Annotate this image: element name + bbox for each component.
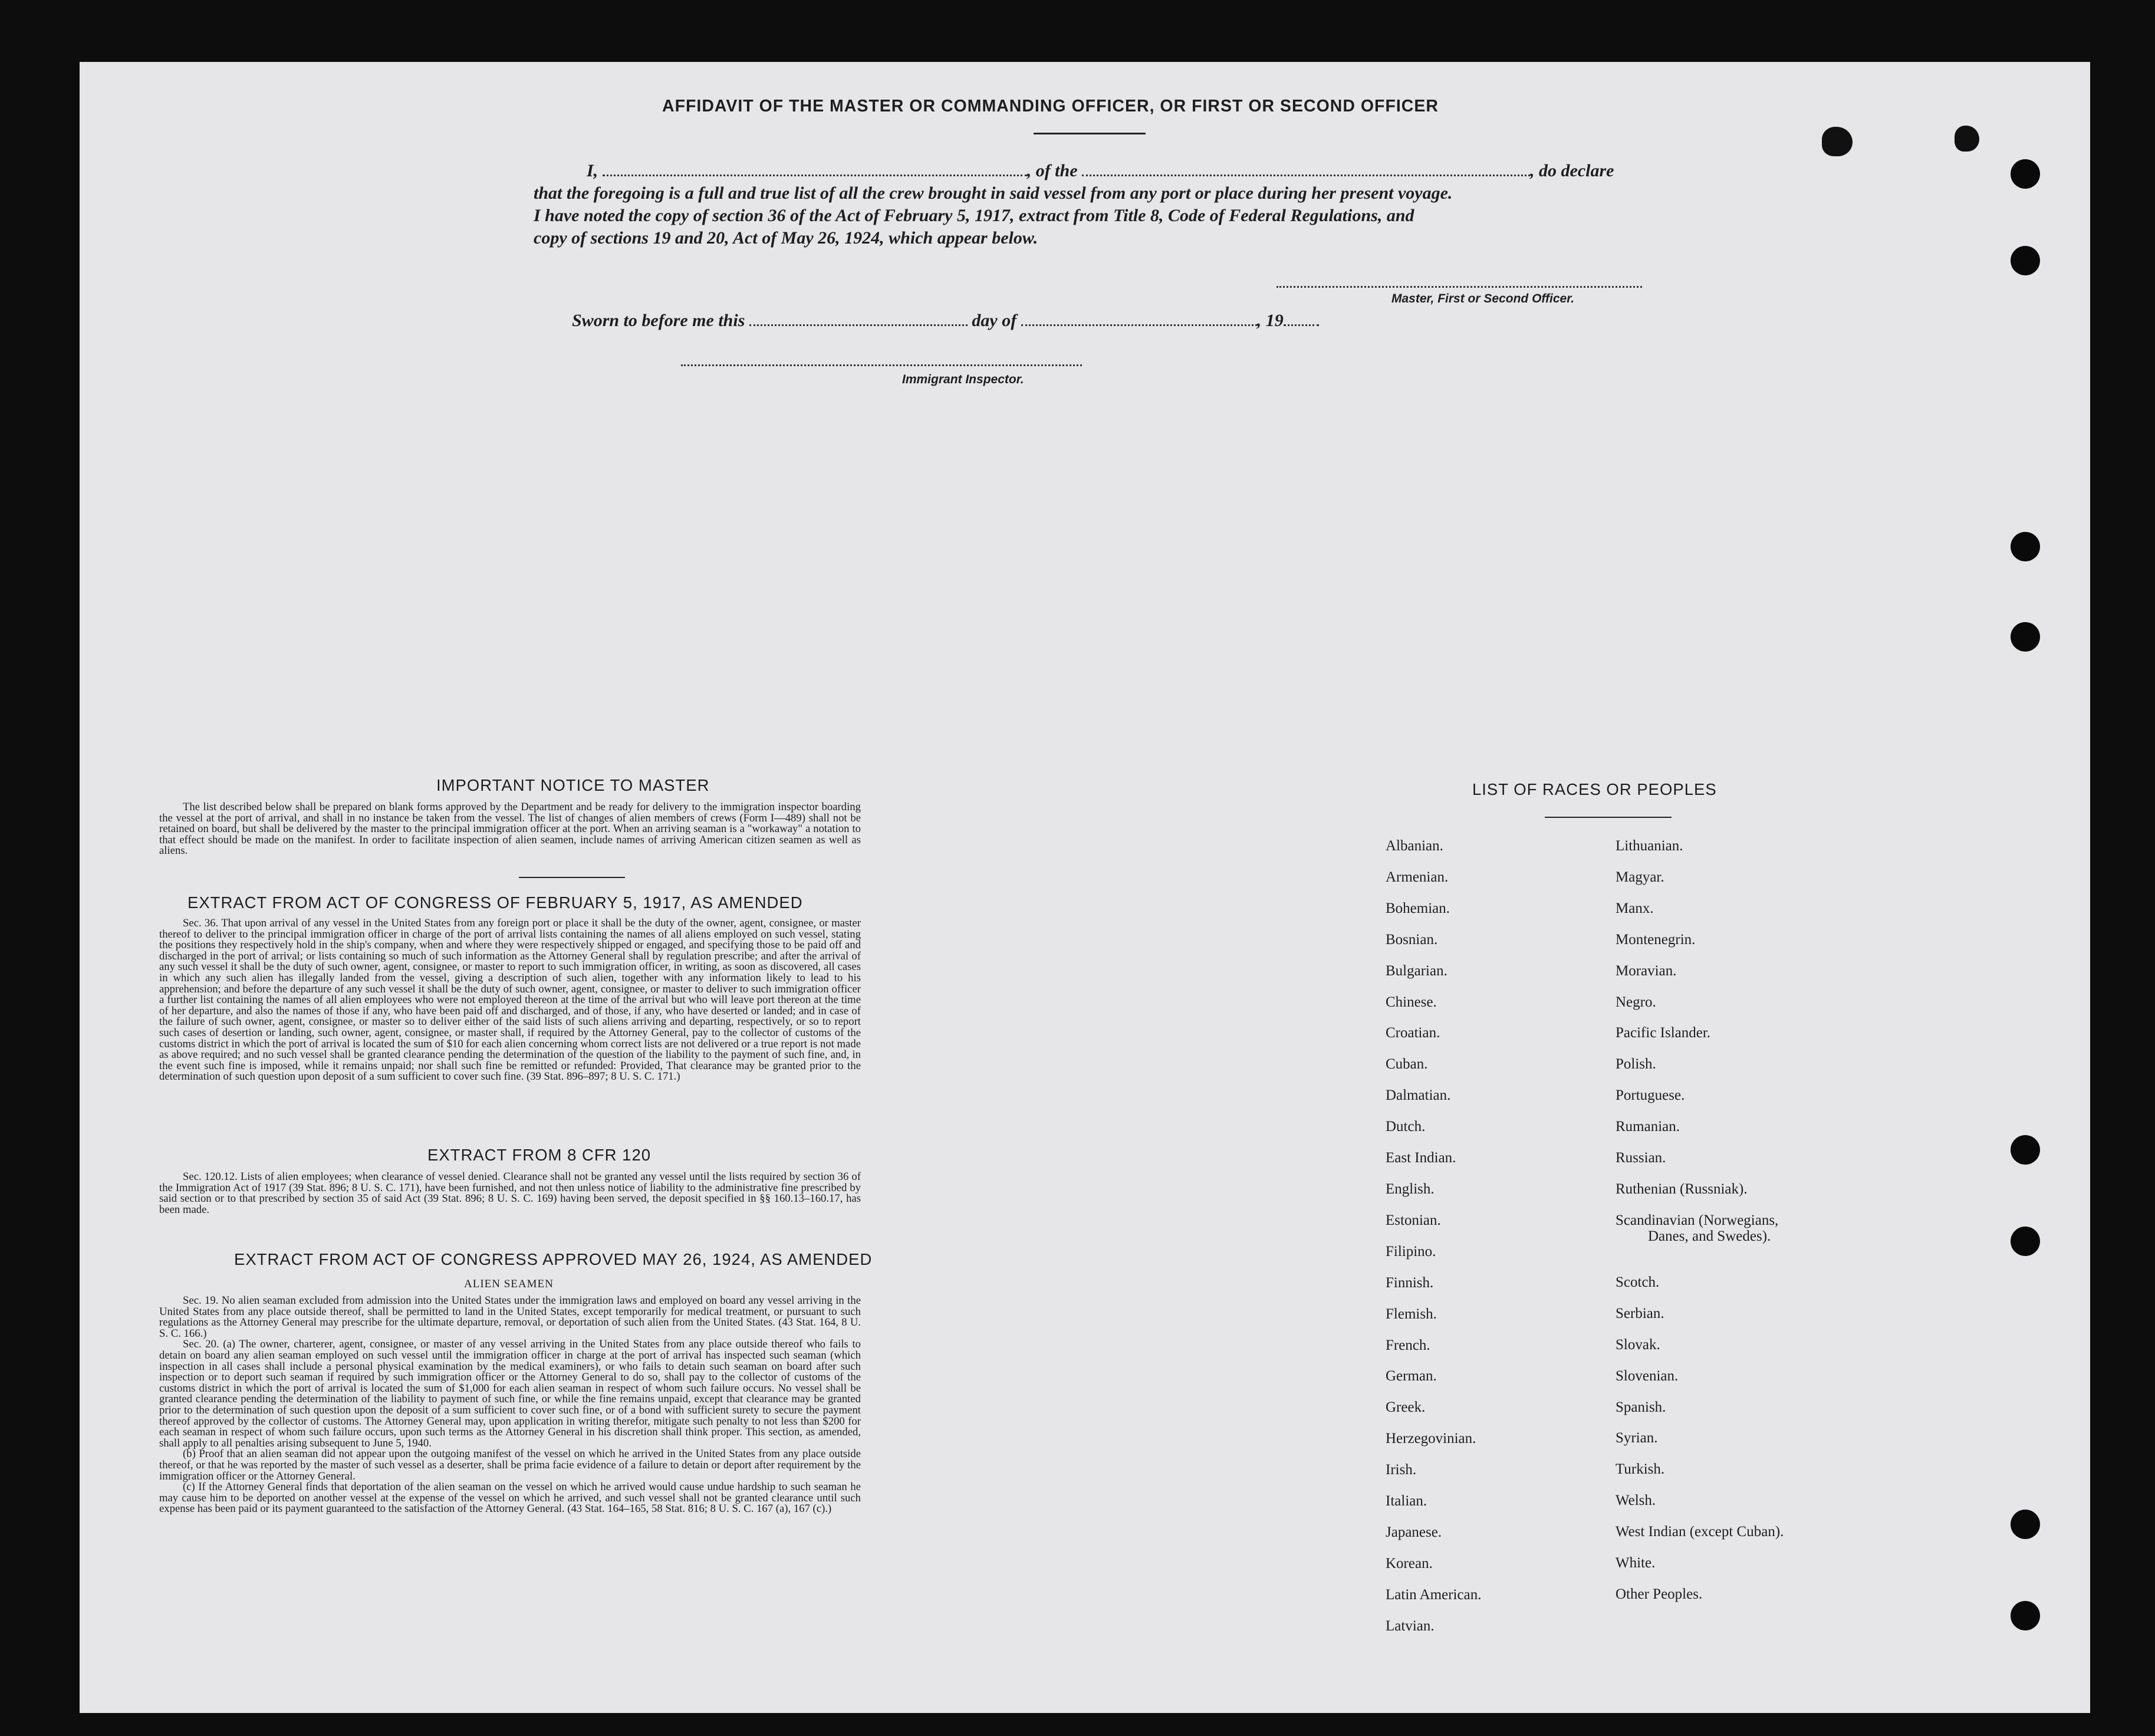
race-item: Irish.: [1386, 1462, 1417, 1478]
affidavit-line-2: that the foregoing is a full and true list of all the crew brought in said vessel from any port or place during her present voyage.: [534, 183, 1453, 203]
sworn-line: Sworn to before me this day of , 19: [572, 311, 1319, 331]
race-item: Greek.: [1386, 1399, 1426, 1416]
race-item: English.: [1386, 1181, 1435, 1197]
race-item: White.: [1616, 1555, 1656, 1571]
race-item: Cuban.: [1386, 1056, 1428, 1073]
race-item: Serbian.: [1616, 1305, 1664, 1321]
ink-blot-icon: [1822, 127, 1853, 156]
punch-hole-icon: [2011, 1601, 2040, 1630]
affidavit-line-1: I, , of the , do declare: [587, 161, 1614, 180]
race-item: Scandinavian (Norwegians, Danes, and Swedes).: [1616, 1212, 1779, 1244]
punch-hole-icon: [2011, 159, 2040, 189]
race-item: East Indian.: [1386, 1150, 1456, 1166]
race-item: Finnish.: [1386, 1274, 1434, 1291]
race-item: Slovenian.: [1616, 1367, 1679, 1384]
title-underline: [1034, 133, 1146, 134]
master-signature-line: [1276, 286, 1642, 288]
race-item: Russian.: [1616, 1150, 1666, 1166]
race-item: Other Peoples.: [1616, 1586, 1703, 1602]
punch-hole-icon: [2011, 246, 2040, 275]
race-item: Bohemian.: [1386, 900, 1450, 916]
punch-hole-icon: [2011, 532, 2040, 561]
ink-blot-icon: [1955, 126, 1979, 152]
race-item: Dalmatian.: [1386, 1087, 1451, 1104]
cfr-title: EXTRACT FROM 8 CFR 120: [427, 1146, 652, 1164]
race-item: Chinese.: [1386, 994, 1437, 1010]
race-item: Flemish.: [1386, 1306, 1437, 1322]
punch-hole-icon: [2011, 1227, 2040, 1256]
race-item: Herzegovinian.: [1386, 1431, 1476, 1447]
race-item: Lithuanian.: [1616, 838, 1683, 854]
race-item: Latin American.: [1386, 1586, 1482, 1603]
notice-divider: [519, 877, 625, 878]
punch-hole-icon: [2011, 1510, 2040, 1539]
punch-hole-icon: [2011, 622, 2040, 652]
extract-1917-title: EXTRACT FROM ACT OF CONGRESS OF FEBRUARY 5, 1917, AS AMENDED: [187, 893, 803, 912]
race-item: French.: [1386, 1337, 1430, 1353]
race-item: German.: [1386, 1368, 1437, 1385]
inspector-caption: Immigrant Inspector.: [902, 373, 1024, 386]
race-item: Portuguese.: [1616, 1087, 1685, 1104]
cfr-body: Sec. 120.12. Lists of alien employees; when clearance of vessel denied. Clearance shall not be granted any vessel until the lists required by section 36 of the Immigration Act of 1917 (39 Stat. 896; 8 U. S. C. 171), have been furnished, and not then unless notice of liability to the administrative fine prescribed by said section or to that prescribed by section 35 of said Act (39 Stat. 896; 8 U. S. C. 169) having been served, the deposit specified in §§ 160.13–160.17, has been made.: [159, 1171, 861, 1216]
extract-1924-subtitle: ALIEN SEAMEN: [464, 1278, 554, 1290]
race-item: Montenegrin.: [1616, 931, 1696, 948]
affidavit-title: AFFIDAVIT OF THE MASTER OR COMMANDING OFFICER, OR FIRST OR SECOND OFFICER: [662, 97, 1439, 116]
race-item: Rumanian.: [1616, 1119, 1680, 1135]
race-item: Ruthenian (Russniak).: [1616, 1181, 1748, 1197]
race-item: Armenian.: [1386, 869, 1449, 885]
race-item: Slovak.: [1616, 1336, 1660, 1353]
race-item: Manx.: [1616, 900, 1654, 916]
notice-title: IMPORTANT NOTICE TO MASTER: [436, 776, 710, 794]
punch-hole-icon: [2011, 1135, 2040, 1165]
race-item: Spanish.: [1616, 1399, 1666, 1415]
race-item: Moravian.: [1616, 962, 1677, 979]
extract-1924-title: EXTRACT FROM ACT OF CONGRESS APPROVED MAY 26, 1924, AS AMENDED: [234, 1250, 873, 1268]
races-title-underline: [1545, 817, 1672, 818]
affidavit-line-4: copy of sections 19 and 20, Act of May 26, 1924, which appear below.: [534, 228, 1038, 248]
race-item: Pacific Islander.: [1616, 1025, 1711, 1041]
race-item: Estonian.: [1386, 1212, 1441, 1228]
race-item: Italian.: [1386, 1493, 1427, 1510]
race-item: Bulgarian.: [1386, 962, 1447, 979]
inspector-signature-line: [681, 364, 1082, 366]
race-item: Turkish.: [1616, 1461, 1665, 1478]
race-item: Syrian.: [1616, 1430, 1658, 1446]
affidavit-line-3: I have noted the copy of section 36 of the Act of February 5, 1917, extract from Title 8, Code of Federal Regulations, and: [534, 206, 1414, 225]
race-item: Magyar.: [1616, 869, 1664, 885]
race-item: Negro.: [1616, 994, 1656, 1010]
race-item: Filipino.: [1386, 1243, 1436, 1260]
extract-1917-body: Sec. 36. That upon arrival of any vessel in the United States from any foreign port or place it shall be the duty of the owner, agent, consignee, or master thereof to deliver to the principal immigration officer in charge of the port of arrival lists containing the names of all aliens employed on such vessel, stating the positions they respectively hold in the ship's company, when and where they were respectively shipped or engaged, and specifying those to be paid off and discharged in the port of arrival; or lists containing so much of such information as the Attorney General shall by regulation prescribe; and after the arrival of any such vessel it shall be the duty of such owner, agent, consignee, or master to report to such immigration officer, in writing, as soon as discovered, all cases in which any such alien has illegally landed from the vessel, giving a description of such alien, together with any information likely to lead to his apprehension; and before the departure of any such vessel it shall be the duty of such owner, agent, consignee, or master to deliver to such immigration officer a further list containing the names of all alien employees who were not employed thereon at the time of the arrival but who will leave port thereon at the time of her departure, and also the names of those if any, who have been paid off and discharged, and of those, if any, who have deserted or landed; and in case of the failure of such owner, agent, consignee, or master so to deliver either of the said lists of such aliens arriving and departing, respectively, or so to report such cases of desertion or landing, such owner, agent, consignee, or master shall, if required by the Attorney General, pay to the collector of customs of the customs district in which the port of arrival is located the sum of $10 for each alien concerning whom correct lists are not delivered or a true report is not made as above required; and no such vessel shall be granted clearance pending the determination of the question of the liability to the payment of such fine, and, in the event such fine is imposed, while it remains unpaid; nor shall such fine be remitted or refunded: Provided, That clearance may be granted prior to the determination of such question upon deposit of a sum sufficient to cover such fine. (39 Stat. 896–897; 8 U. S. C. 171.): [159, 917, 861, 1083]
document-page: [80, 62, 2090, 1713]
notice-body: The list described below shall be prepared on blank forms approved by the Department and be ready for delivery to the immigration inspector boarding the vessel at the port of arrival, and shall in no instance be taken from the vessel. The list of changes of alien members of crews (Form I—489) shall not be retained on board, but shall be delivered by the master to the principal immigration officer at the port. When an arriving seaman is a "workaway" a notation to that effect should be made on the manifest. In order to facilitate inspection of alien seamen, include names of arriving American citizen seamen as well as aliens.: [159, 801, 861, 857]
master-caption: Master, First or Second Officer.: [1391, 292, 1575, 305]
races-left-column: [1386, 831, 1481, 1642]
race-item: Polish.: [1616, 1056, 1656, 1073]
race-item: Croatian.: [1386, 1025, 1440, 1041]
races-right-column: [1616, 831, 1784, 1610]
race-item: Scotch.: [1616, 1274, 1660, 1290]
race-item: West Indian (except Cuban).: [1616, 1524, 1784, 1540]
races-title: LIST OF RACES OR PEOPLES: [1472, 780, 1717, 798]
race-item: Dutch.: [1386, 1119, 1426, 1135]
race-item: Korean.: [1386, 1555, 1433, 1571]
race-item: Albanian.: [1386, 838, 1443, 854]
race-item: Japanese.: [1386, 1524, 1442, 1540]
race-item: Welsh.: [1616, 1492, 1656, 1509]
race-item: Latvian.: [1386, 1617, 1435, 1634]
extract-1924-body: Sec. 19. No alien seaman excluded from admission into the United States under the immigration laws and employed on board any vessel arriving in the United States from any place outside thereof, shall be permitted to land in the United States, except temporarily for medical treatment, or pursuant to such regulations as the Attorney General may prescribe for the ultimate departure, removal, or deportation of such alien from the United States. (43 Stat. 164, 8 U. S. C. 166.) Sec. 20. (a) The owner, charterer, agent, consignee, or master of any vessel arriving in the United States from any place outside thereof who fails to detain on board any alien seaman employed on such vessel until the immigration officer in charge at the port of arrival has inspected such seaman (which inspection in all cases shall include a personal physical examination by the medical examiners), or who fails to detain such seaman on board after such inspection or to deport such seaman if required by such immigration officer or the Attorney General to do so, shall pay to the collector of customs of the customs district in which the port of arrival is located the sum of $1,000 for each alien seaman in respect of whom such failure occurs. No vessel shall be granted clearance pending the determination of the liability to payment of such fine, or while the fine remains unpaid, except that clearance may be granted prior to the determination of such question upon the deposit of a sum sufficient to cover such fine, or of a bond with sufficient surety to secure the payment thereof approved by the collector of customs. The Attorney General may, upon application in writing therefor, mitigate such penalty to not less than $200 for each seaman in respect of whom such failure occurs, upon such terms as the Attorney General in his discretion shall think proper. This section, as amended, shall apply to all penalties arising subsequent to June 5, 1940. (b) Proof that an alien seaman did not appear upon the outgoing manifest of the vessel on which he arrived in the United States from any place outside thereof, or that he was reported by the master of such vessel as a deserter, shall be prima facie evidence of a failure to detain or deport after requirement by the immigration officer or the Attorney General. (c) If the Attorney General finds that deportation of the alien seaman on the vessel on which he arrived would cause undue hardship to such seaman he may cause him to be deported on another vessel at the expense of the vessel on which he arrived, and such vessel shall not be granted clearance until such expense has been paid or its payment guaranteed to the satisfaction of the Attorney General. (43 Stat. 164–165, 58 Stat. 816; 8 U. S. C. 167 (a), 167 (c).): [159, 1294, 861, 1515]
race-item: Bosnian.: [1386, 931, 1438, 948]
